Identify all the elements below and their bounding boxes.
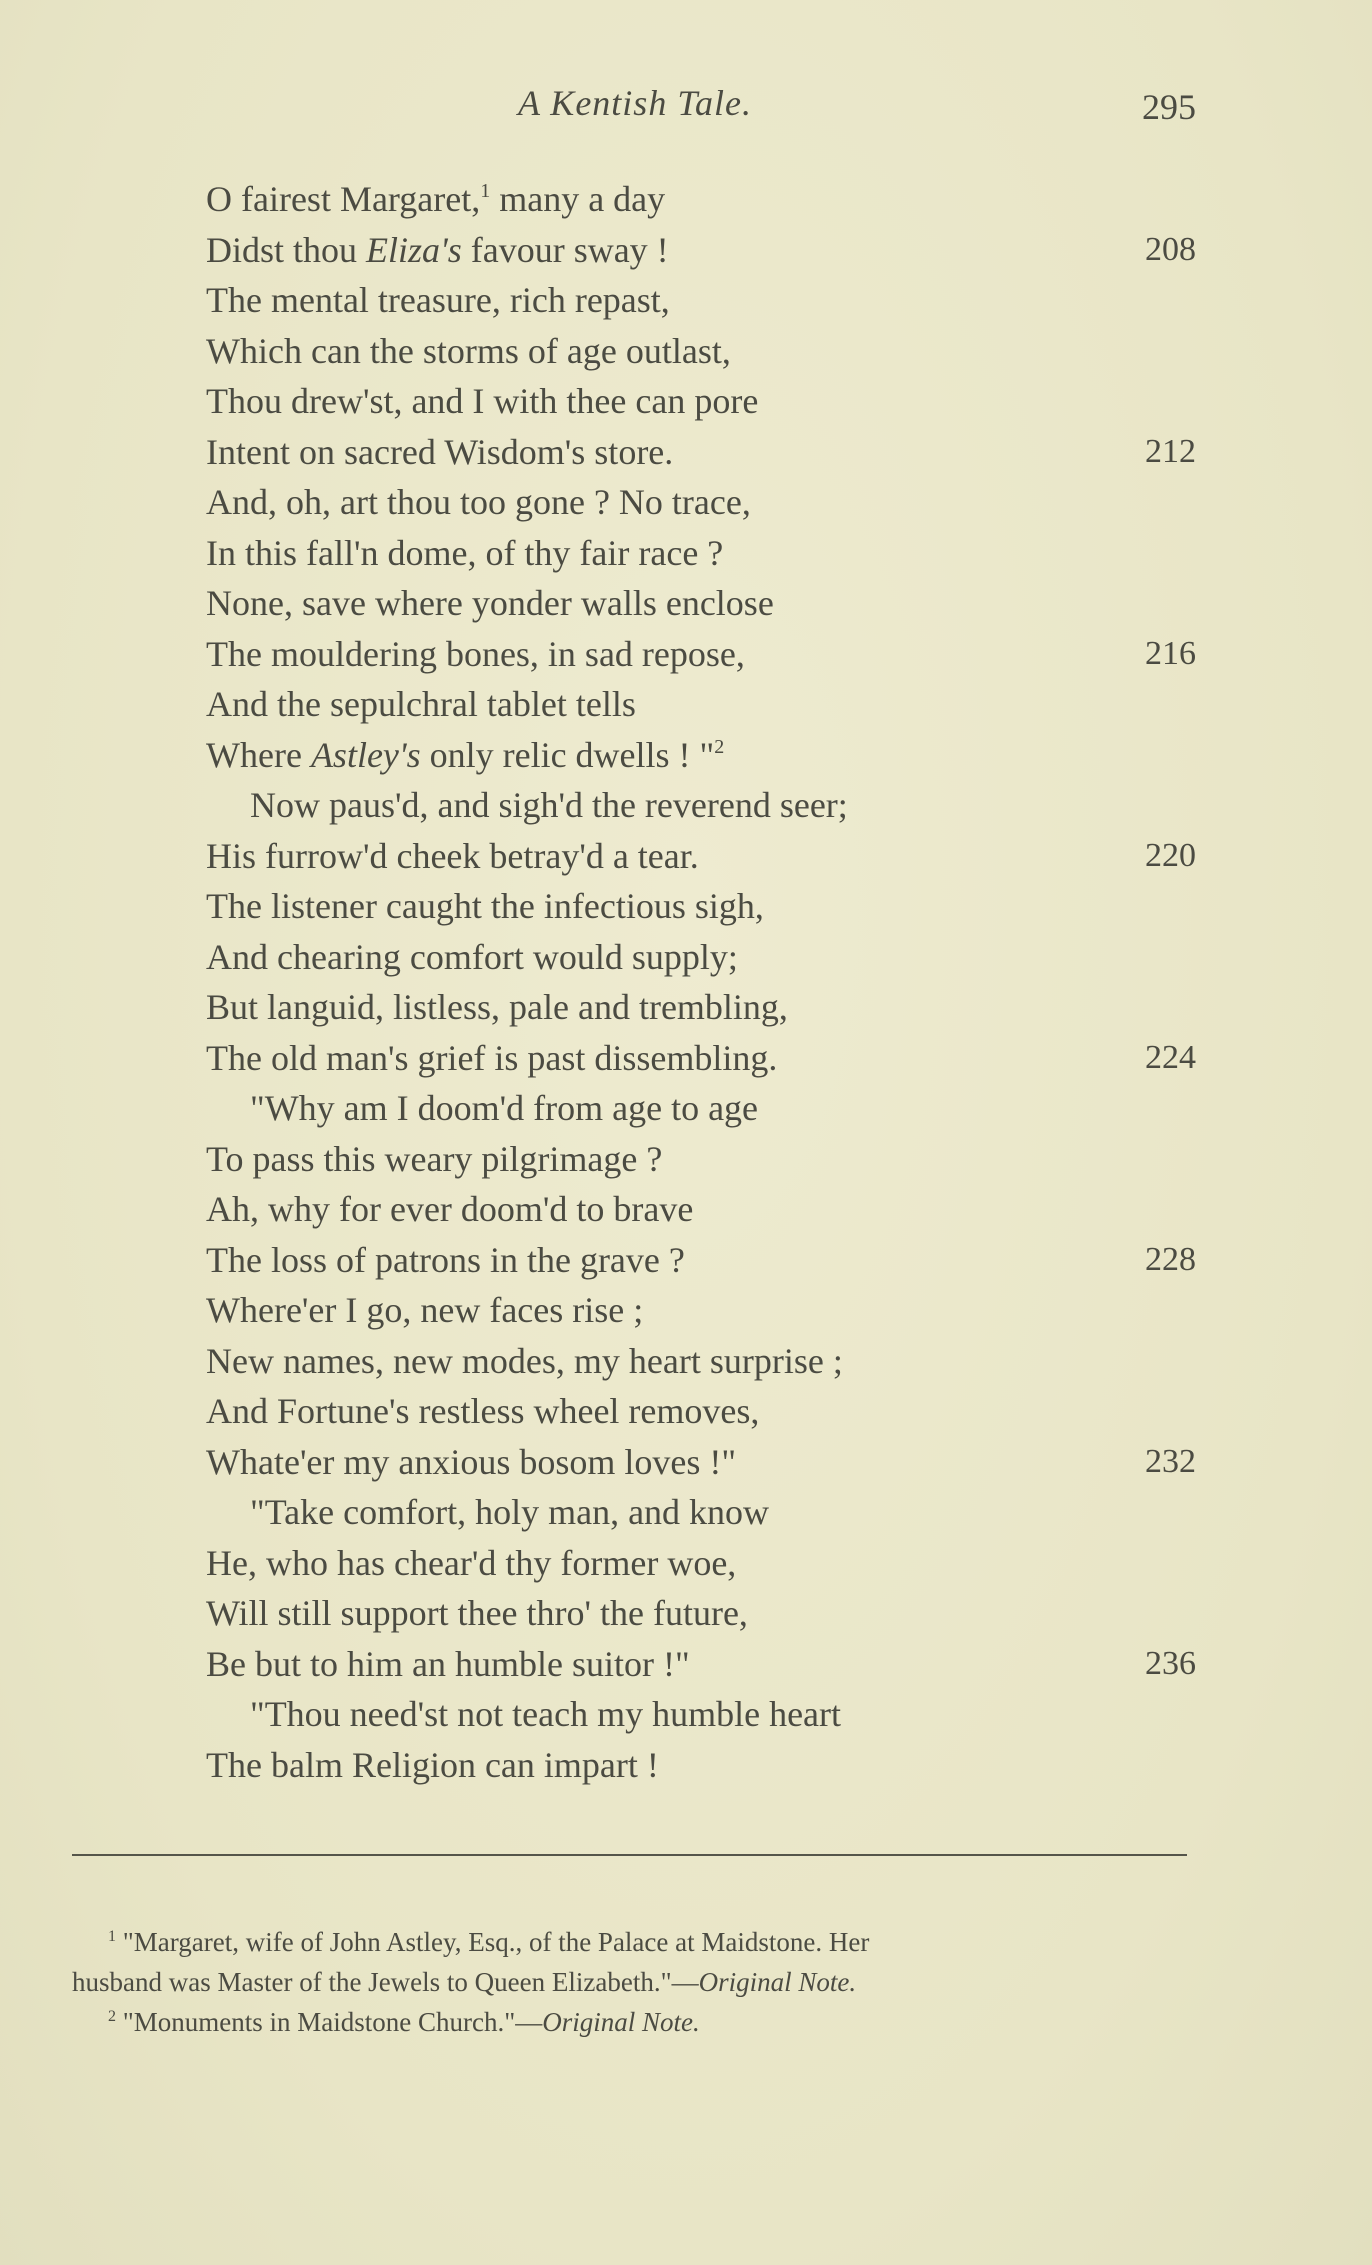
line-italic-text: Eliza's — [366, 229, 462, 270]
footnote-marker: 2 — [108, 2008, 116, 2025]
footnote-2 — [72, 2002, 1192, 2042]
line-text: "Thou need'st not teach my humble heart — [250, 1694, 842, 1734]
footnote-divider — [72, 1854, 1187, 1856]
poem-line — [206, 225, 1196, 276]
poem-line — [206, 1386, 1196, 1437]
line-text: The old man's grief is past dissembling. — [206, 1037, 778, 1078]
poem-line — [206, 427, 1196, 478]
line-text: But languid, listless, pale and trembling, — [206, 987, 788, 1027]
line-text: And, oh, art thou too gone ? No trace, — [206, 482, 751, 522]
line-text: favour sway ! — [461, 229, 669, 270]
line-text: And the sepulchral tablet tells — [206, 684, 636, 724]
line-number: 216 — [1145, 634, 1196, 672]
line-text: The loss of patrons in the grave ? — [206, 1239, 685, 1280]
poem-line — [206, 629, 1196, 680]
poem-line — [206, 1033, 1196, 1084]
line-text: The listener caught the infectious sigh, — [206, 886, 764, 926]
poem-line — [206, 326, 1196, 377]
poem-line — [206, 780, 1196, 831]
footnotes — [72, 1922, 1192, 2042]
line-text: The mental treasure, rich repast, — [206, 280, 670, 320]
poem-line — [206, 730, 1196, 781]
line-text: Thou drew'st, and I with thee can pore — [206, 381, 759, 421]
line-number: 208 — [1145, 230, 1196, 268]
poem-line — [206, 376, 1196, 427]
page-number: 295 — [1142, 87, 1196, 127]
poem-line — [206, 1740, 1196, 1791]
line-text: The balm Religion can impart ! — [206, 1744, 659, 1785]
poem-line — [206, 1487, 1196, 1538]
line-number: 212 — [1145, 432, 1196, 470]
poem-line — [206, 528, 1196, 579]
running-title: A Kentish Tale. — [517, 83, 753, 123]
line-number: 220 — [1145, 836, 1196, 874]
poem-line — [206, 578, 1196, 629]
line-text: He, who has chear'd thy former woe, — [206, 1542, 737, 1583]
line-text: New names, new modes, my heart surprise ; — [206, 1340, 843, 1381]
poem-line — [206, 275, 1196, 326]
footnote-attribution: Original Note. — [698, 1967, 857, 1997]
footnote-marker: 1 — [108, 1928, 116, 1945]
line-number: 236 — [1145, 1644, 1196, 1682]
line-text: Will still support thee thro' the future, — [206, 1593, 748, 1633]
poem-line — [206, 1083, 1196, 1134]
poem-line — [206, 1639, 1196, 1690]
line-text: "Take comfort, holy man, and know — [250, 1492, 770, 1532]
poem-line — [206, 1235, 1196, 1286]
line-text: Which can the storms of age outlast, — [206, 330, 731, 371]
line-text: Where'er I go, new faces rise ; — [206, 1290, 644, 1330]
poem-line — [206, 174, 1196, 225]
footnote-text: "Margaret, wife of John Astley, Esq., of the Palace at Maidstone. Her — [122, 1927, 870, 1957]
line-text: In this fall'n dome, of thy fair race ? — [206, 532, 724, 573]
line-text: To pass this weary pilgrimage ? — [206, 1138, 663, 1179]
footnote-text: husband was Master of the Jewels to Queen Elizabeth."— — [72, 1967, 699, 1997]
line-text: Now paus'd, and sigh'd the reverend seer; — [250, 785, 848, 825]
poem-line — [206, 1336, 1196, 1387]
line-text: And Fortune's restless wheel removes, — [206, 1391, 760, 1431]
line-number: 228 — [1145, 1240, 1196, 1278]
poem-line — [206, 982, 1196, 1033]
line-italic-text: Astley's — [310, 734, 421, 775]
line-text: The mouldering bones, in sad repose, — [206, 633, 745, 674]
line-text: many a day — [490, 179, 666, 219]
line-text: only relic dwells ! " — [420, 734, 715, 775]
footnote-attribution: Original Note. — [542, 2007, 700, 2037]
poem-line — [206, 881, 1196, 932]
poem-line — [206, 1285, 1196, 1336]
line-text: His furrow'd cheek betray'd a tear. — [206, 835, 699, 876]
footnote-1-continued — [72, 1962, 1192, 2002]
footnote-reference: 1 — [480, 180, 491, 202]
line-text: Ah, why for ever doom'd to brave — [206, 1189, 694, 1229]
line-text: "Why am I doom'd from age to age — [250, 1088, 759, 1128]
line-text: Where — [206, 734, 311, 775]
poem-line — [206, 1538, 1196, 1589]
line-number: 232 — [1145, 1442, 1196, 1480]
line-text: Be but to him an humble suitor !" — [206, 1643, 690, 1684]
footnote-text: "Monuments in Maidstone Church."— — [122, 2007, 543, 2037]
poem-line — [206, 1134, 1196, 1185]
line-number: 224 — [1145, 1038, 1196, 1076]
poem-line — [206, 1184, 1196, 1235]
line-text: Whate'er my anxious bosom loves !" — [206, 1441, 737, 1482]
footnote-1 — [72, 1922, 1192, 1962]
poem-line — [206, 477, 1196, 528]
poem-line — [206, 1588, 1196, 1639]
poem-text — [206, 174, 1196, 1790]
footnote-reference: 2 — [714, 735, 725, 758]
poem-line — [206, 1689, 1196, 1740]
poem-line — [206, 831, 1196, 882]
poem-line — [206, 932, 1196, 983]
poem-line — [206, 1437, 1196, 1488]
line-text: None, save where yonder walls enclose — [206, 583, 774, 623]
poem-line — [206, 679, 1196, 730]
line-text: O fairest Margaret, — [206, 179, 481, 219]
line-text: And chearing comfort would supply; — [206, 936, 738, 977]
line-text: Didst thou — [206, 229, 367, 270]
line-text: Intent on sacred Wisdom's store. — [206, 431, 674, 472]
